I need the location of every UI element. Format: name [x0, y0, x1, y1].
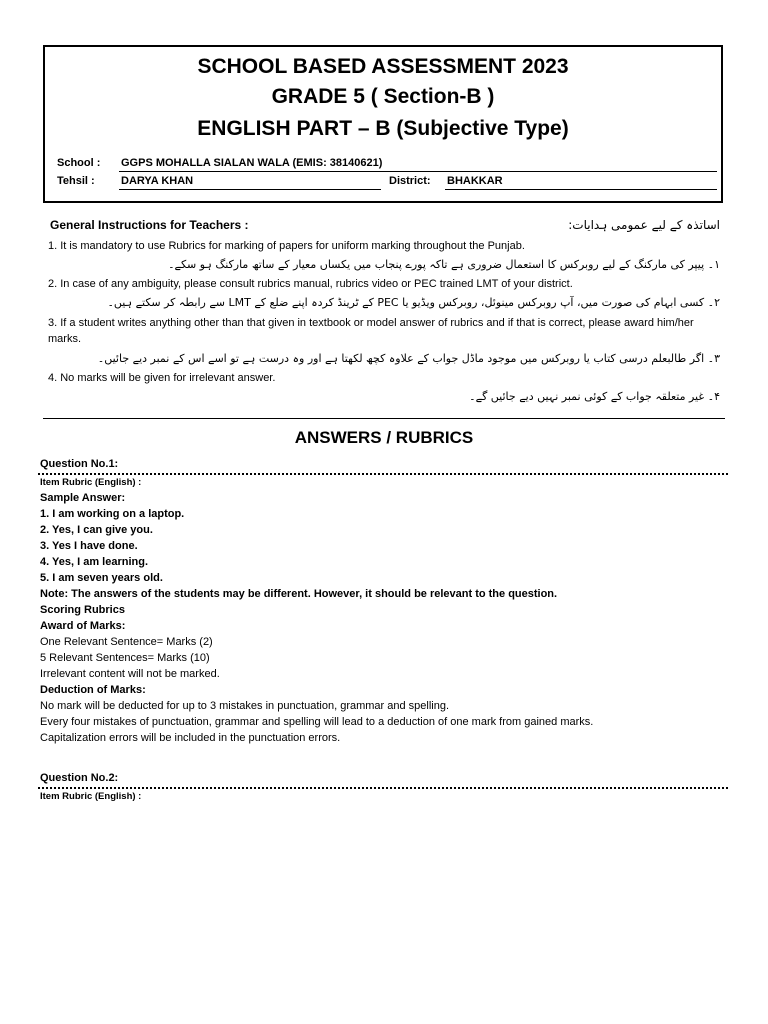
question-1-label: Question No.1: [40, 458, 119, 470]
award-of-marks-heading: Award of Marks: [40, 620, 126, 632]
question-2-label: Question No.2: [40, 772, 119, 784]
instruction-3-ur: ۳۔ اگر طالبعلم درسی کتاب یا روبرکس میں موجود ماڈل جواب کے علاوہ کچھ لکھتا ہے اور وہ درست ہے تو اسے اس کے نمبر دیے جائیں۔ [97, 352, 720, 365]
tehsil-value: DARYA KHAN [121, 175, 194, 187]
deduction-line: No mark will be deducted for up to 3 mistakes in punctuation, grammar and spelling. [40, 700, 450, 712]
district-underline [445, 189, 717, 190]
question-2-rubric-label: Item Rubric (English) : [40, 791, 142, 802]
tehsil-label: Tehsil : [57, 175, 95, 187]
school-value: GGPS MOHALLA SIALAN WALA (EMIS: 38140621) [121, 157, 383, 169]
grade-title: GRADE 5 ( Section-B ) [271, 85, 495, 108]
sample-answer-line: 4. Yes, I am learning. [40, 556, 149, 568]
answer-note: Note: The answers of the students may be different. However, it should be relevant to the question. [40, 588, 558, 600]
school-label: School : [57, 157, 101, 169]
instruction-1-en: 1. It is mandatory to use Rubrics for marking of papers for uniform marking throughout the Punjab. [48, 240, 525, 252]
sample-answer-line: 5. I am seven years old. [40, 572, 163, 584]
award-line: 5 Relevant Sentences= Marks (10) [40, 652, 210, 664]
deduction-line: Capitalization errors will be included in the punctuation errors. [40, 732, 341, 744]
answers-title: ANSWERS / RUBRICS [294, 428, 474, 447]
instructions-title-en: General Instructions for Teachers : [50, 218, 249, 232]
dotted-divider [38, 787, 728, 789]
instruction-2-en: 2. In case of any ambiguity, please consult rubrics manual, rubrics video or PEC trained LMT of your district. [48, 278, 573, 290]
subject-title: ENGLISH PART – B (Subjective Type) [197, 117, 569, 140]
instruction-2-ur: ۲۔ کسی ابہام کی صورت میں، آپ روبرکس مینوئل، روبرکس ویڈیو یا PEC کے ٹرینڈ کردہ اپنے ضلع کے LMT سے رابطہ کر سکتے ہیں۔ [107, 296, 720, 309]
instructions-title-ur: اساتذہ کے لیے عمومی ہدایات: [568, 218, 720, 232]
award-line: One Relevant Sentence= Marks (2) [40, 636, 213, 648]
sample-answer-line: 1. I am working on a laptop. [40, 508, 185, 520]
sample-answer-line: 2. Yes, I can give you. [40, 524, 153, 536]
question-1-rubric-label: Item Rubric (English) : [40, 477, 142, 488]
tehsil-underline [119, 189, 381, 190]
assessment-title: SCHOOL BASED ASSESSMENT 2023 [197, 55, 569, 78]
district-value: BHAKKAR [447, 175, 503, 187]
sample-answer-line: 3. Yes I have done. [40, 540, 138, 552]
instruction-3-en: 3. If a student writes anything other than that given in textbook or model answer of rubrics and if that is correct, please award him/her marks. [48, 317, 694, 345]
section-divider [43, 418, 725, 419]
instruction-4-ur: ۴۔ غیر متعلقہ جواب کے کوئی نمبر نہیں دیے جائیں گے۔ [469, 390, 720, 403]
header-box [43, 45, 723, 203]
school-underline [119, 171, 717, 172]
instruction-4-en: 4. No marks will be given for irrelevant answer. [48, 372, 276, 384]
instruction-1-ur: ۱۔ پیپر کی مارکنگ کے لیے روبرکس کا استعمال ضروری ہے تاکہ پورے پنجاب میں یکساں معیار کے ساتھ مارکنگ ہو سکے۔ [168, 258, 720, 271]
deduction-line: Every four mistakes of punctuation, grammar and spelling will lead to a deduction of one mark from gained marks. [40, 716, 594, 728]
award-line: Irrelevant content will not be marked. [40, 668, 220, 680]
scoring-rubrics-heading: Scoring Rubrics [40, 604, 125, 616]
deduction-of-marks-heading: Deduction of Marks: [40, 684, 146, 696]
dotted-divider [38, 473, 728, 475]
sample-answer-heading: Sample Answer: [40, 492, 126, 504]
district-label: District: [389, 175, 431, 187]
